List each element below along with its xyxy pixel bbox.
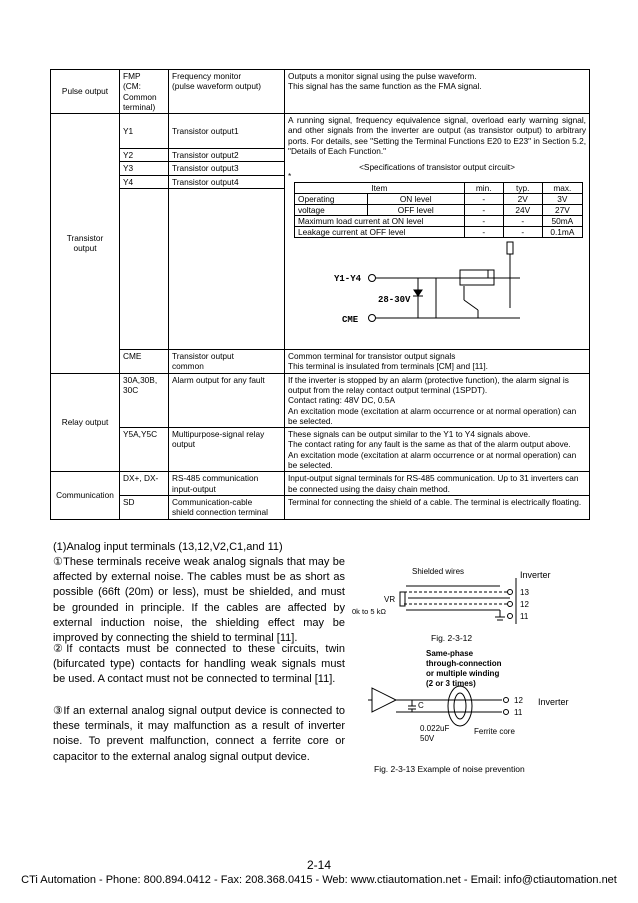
figure-noise-prevention xyxy=(368,680,590,750)
table-row xyxy=(295,182,583,193)
table-row xyxy=(295,226,583,237)
table-row xyxy=(51,472,590,496)
terminal-name: Multipurpose-signal relay output xyxy=(169,428,285,472)
spec-header-typ: typ. xyxy=(503,182,542,193)
capacitor-label: C xyxy=(418,701,424,710)
terminal-11-icon xyxy=(508,614,513,619)
empty-cell xyxy=(120,189,169,350)
spec-typ: - xyxy=(503,226,542,237)
terminal-code: Y5A,Y5C xyxy=(120,428,169,472)
spec-title: <Specifications of transistor output circuit> xyxy=(359,162,515,173)
spec-item: Operating xyxy=(295,193,368,204)
table-row xyxy=(51,350,590,374)
empty-cell xyxy=(169,189,285,350)
terminal-name: Transistor output3 xyxy=(169,162,285,175)
spec-typ: 2V xyxy=(503,193,542,204)
table-row xyxy=(51,495,590,519)
terminal-13-icon xyxy=(508,590,513,595)
terminal-name: Communication-cable shield connection terminal xyxy=(169,495,285,519)
group-transistor-output: Transistor output xyxy=(51,114,120,373)
terminal-function-table xyxy=(50,69,590,520)
terminal-name: Transistor output1 xyxy=(169,114,285,149)
terminal-12-icon xyxy=(508,602,513,607)
cme-terminal-icon xyxy=(369,314,376,321)
spec-item: Leakage current at OFF level xyxy=(295,226,465,237)
figure-shielded-wires xyxy=(350,562,590,632)
spec-min: - xyxy=(464,226,503,237)
shielded-wires-label: Shielded wires xyxy=(412,567,465,576)
terminal-desc: Outputs a monitor signal using the pulse waveform. This signal has the same function as the FMA signal. xyxy=(285,70,590,114)
terminal-desc: If the inverter is stopped by an alarm (protective function), the alarm signal is output from the relay contact output terminal (1SPDT). Contact rating: 48V DC, 0.5A An excitation mode (excitation at alarm occurrence or at normal operation) can be selected. xyxy=(285,373,590,427)
terminal-13-label: 13 xyxy=(520,588,529,597)
table-row xyxy=(295,215,583,226)
spec-max: 0.1mA xyxy=(542,226,582,237)
table-row xyxy=(295,193,583,204)
note-item-2 xyxy=(53,642,345,688)
inverter-label: Inverter xyxy=(520,570,551,580)
spec-subitem: ON level xyxy=(367,193,464,204)
terminal-12-label: 12 xyxy=(514,696,523,705)
ferrite-core-label: Ferrite core xyxy=(474,727,515,736)
asterisk: * xyxy=(288,170,292,181)
terminal-code: SD xyxy=(120,495,169,519)
spec-subitem: OFF level xyxy=(367,204,464,215)
y1-y4-terminal-icon xyxy=(369,274,376,281)
figure-2-3-12-caption: Fig. 2-3-12 xyxy=(431,633,473,643)
same-phase-note: Same-phase through-connection or multiple winding (2 or 3 times) xyxy=(426,649,502,688)
terminal-name: Alarm output for any fault xyxy=(169,373,285,427)
spec-max: 50mA xyxy=(542,215,582,226)
terminal-11-label: 11 xyxy=(514,708,523,717)
footer-contact: CTi Automation - Phone: 800.894.0412 - Fax: 208.368.0415 - Web: www.ctiautomation.net - Email: info@ctiautomation.net xyxy=(21,874,617,886)
terminal-code: Y3 xyxy=(120,162,169,175)
spec-header-item: Item xyxy=(295,182,465,193)
terminal-code: FMP (CM: Common terminal) xyxy=(120,70,169,114)
terminal-desc: Common terminal for transistor output signals This terminal is insulated from terminals [CM] and [11]. xyxy=(285,350,590,374)
vr-value-label: 0k to 5 kΩ xyxy=(352,607,386,616)
transistor-output-circuit-diagram xyxy=(288,240,586,338)
note-item-2-text: ②If contacts must be connected to these circuits, twin (bifurcated type) contacts for handling weak signals must be used. A contact must not be connected to terminal [11]. xyxy=(53,643,345,686)
table-row xyxy=(51,114,590,149)
terminal-desc: A running signal, frequency equivalence signal, overload early warning signal, and other signals from the inverter are output (as transistor output) to arbitrary ports. For details, see "Setting the Terminal Functions E20 to E23" in Section 5.2, "Details of Each Function." xyxy=(288,115,586,157)
terminal-12-label: 12 xyxy=(520,600,529,609)
spec-typ: - xyxy=(503,215,542,226)
figure-2-3-13-caption: Fig. 2-3-13 Example of noise prevention xyxy=(374,764,525,774)
table-row xyxy=(51,373,590,427)
inverter-label: Inverter xyxy=(538,697,569,707)
terminal-code: Y2 xyxy=(120,149,169,162)
terminal-code: DX+, DX- xyxy=(120,472,169,496)
terminal-12-icon xyxy=(504,698,509,703)
circuit-label-y1y4: Y1-Y4 xyxy=(334,273,362,284)
spec-min: - xyxy=(464,215,503,226)
vr-label: VR xyxy=(384,595,396,604)
spec-table xyxy=(294,182,583,238)
terminal-desc: Input-output signal terminals for RS-485 communication. Up to 31 inverters can be connected using the daisy chain method. xyxy=(285,472,590,496)
spec-max: 27V xyxy=(542,204,582,215)
spec-header-min: min. xyxy=(464,182,503,193)
circuit-label-voltage: 28-30V xyxy=(378,294,411,305)
spec-item: Maximum load current at ON level xyxy=(295,215,465,226)
terminal-name: RS-485 communication input-output xyxy=(169,472,285,496)
terminal-name: Transistor output common xyxy=(169,350,285,374)
notes-heading: (1)Analog input terminals (13,12,V2,C1,and 11) xyxy=(53,541,283,553)
terminal-name: Transistor output4 xyxy=(169,175,285,188)
group-communication: Communication xyxy=(51,472,120,519)
terminal-code: CME xyxy=(120,350,169,374)
spec-min: - xyxy=(464,204,503,215)
terminal-desc: These signals can be output similar to the Y1 to Y4 signals above. The contact rating for any fault is the same as that of the alarm output above. An excitation mode (excitation at alarm occurrence or at normal operation) can be selected. xyxy=(285,428,590,472)
terminal-11-label: 11 xyxy=(520,612,529,621)
table-row xyxy=(51,70,590,114)
terminal-code: 30A,30B, 30C xyxy=(120,373,169,427)
spec-min: - xyxy=(464,193,503,204)
terminal-code: Y4 xyxy=(120,175,169,188)
capacitor-value-label: 0.022uF 50V xyxy=(420,724,450,743)
terminal-name: Frequency monitor (pulse waveform output) xyxy=(169,70,285,114)
note-item-1 xyxy=(53,555,345,646)
spec-max: 3V xyxy=(542,193,582,204)
terminal-code: Y1 xyxy=(120,114,169,149)
spec-item: voltage xyxy=(295,204,368,215)
group-pulse-output: Pulse output xyxy=(51,70,120,114)
terminal-desc: Terminal for connecting the shield of a cable. The terminal is electrically floating. xyxy=(285,495,590,519)
terminal-name: Transistor output2 xyxy=(169,149,285,162)
note-item-1-text: ①These terminals receive weak analog signals that may be affected by external noise. The cables must be as short as possible (66ft (20m) or less), must be shielded, and must be grounded in principle. If the cables are affected by external induction noise, the shielding effect may be improved by connecting the shield to terminal [11]. xyxy=(53,556,345,645)
table-row xyxy=(51,428,590,472)
note-item-3-text: ③If an external analog signal output device is connected to these terminals, it may malfunction as a result of inverter noise. To prevent malfunction, connect a ferrite core or capacitor to the external analog signal output device. xyxy=(53,705,345,763)
terminal-11-icon xyxy=(504,710,509,715)
spec-typ: 24V xyxy=(503,204,542,215)
table-row xyxy=(295,204,583,215)
page-number: 2-14 xyxy=(306,858,332,872)
circuit-label-cme: CME xyxy=(342,314,359,325)
note-item-3 xyxy=(53,704,345,765)
group-relay-output: Relay output xyxy=(51,373,120,472)
transistor-desc-cell xyxy=(285,114,590,350)
spec-header-max: max. xyxy=(542,182,582,193)
